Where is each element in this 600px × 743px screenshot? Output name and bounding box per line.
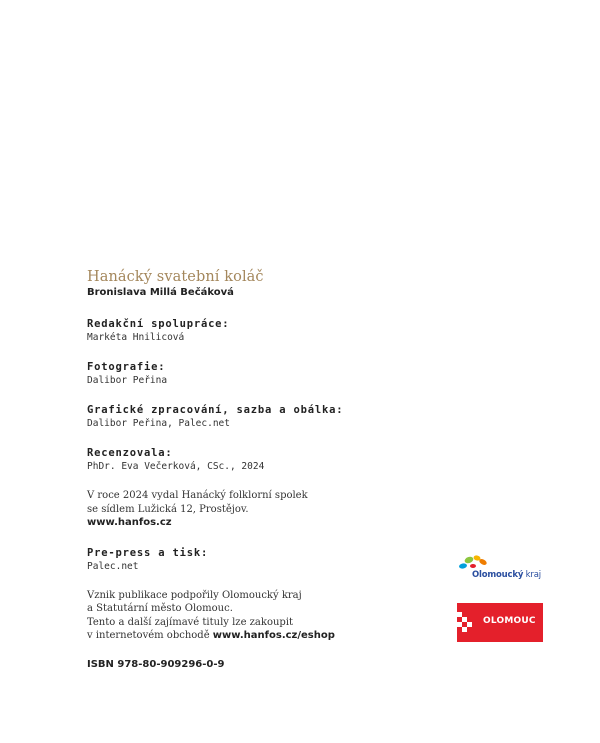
support-line: Vznik publikace podpořily Olomoucký kraj xyxy=(87,589,302,601)
eshop-link[interactable]: www.hanfos.cz/eshop xyxy=(212,630,335,641)
credit-editing xyxy=(87,317,417,344)
olomoucky-kraj-logo xyxy=(455,553,550,585)
support-eshop-prefix: v internetovém obchodě xyxy=(87,630,213,641)
publisher-info xyxy=(87,489,417,530)
credit-photography xyxy=(87,360,417,387)
support-line: a Statutární město Olomouc. xyxy=(87,603,233,614)
print-value: Palec.net xyxy=(87,560,139,572)
checkered-eagle-icon xyxy=(457,612,477,634)
publisher-line: V roce 2024 vydal Hanácký folklorní spolek xyxy=(87,490,308,501)
print-label: Pre-press a tisk: xyxy=(87,546,209,559)
publisher-address: se sídlem Lužická 12, Prostějov. xyxy=(87,503,249,515)
credit-label: Fotografie: xyxy=(87,361,166,373)
kraj-name: Olomoucký kraj xyxy=(472,570,541,580)
credit-design xyxy=(87,403,417,430)
publisher-website-link[interactable]: www.hanfos.cz xyxy=(87,517,172,528)
credit-value: PhDr. Eva Večerková, CSc., 2024 xyxy=(87,461,265,472)
city-name: OLOMOUC xyxy=(483,616,536,626)
support-line xyxy=(87,629,417,643)
print-info xyxy=(87,546,417,573)
credit-value: Dalibor Peřina xyxy=(87,375,168,386)
credit-label: Redakční spolupráce: xyxy=(87,318,230,330)
book-title: Hanácký svatební koláč xyxy=(87,269,264,285)
credit-label: Recenzovala: xyxy=(87,447,173,459)
credit-value: Dalibor Peřina, Palec.net xyxy=(87,418,230,429)
credit-review xyxy=(87,446,417,473)
book-author: Bronislava Millá Bečáková xyxy=(87,287,234,298)
credit-value: Markéta Hnilicová xyxy=(87,332,185,343)
credit-label: Grafické zpracování, sazba a obálka: xyxy=(87,404,344,416)
support-line: Tento a další zajímavé tituly lze zakoupit xyxy=(87,616,294,628)
support-info xyxy=(87,589,417,643)
colophon xyxy=(87,268,417,670)
olomouc-city-logo xyxy=(457,603,543,642)
isbn: ISBN 978-80-909296-0-9 xyxy=(87,658,225,670)
